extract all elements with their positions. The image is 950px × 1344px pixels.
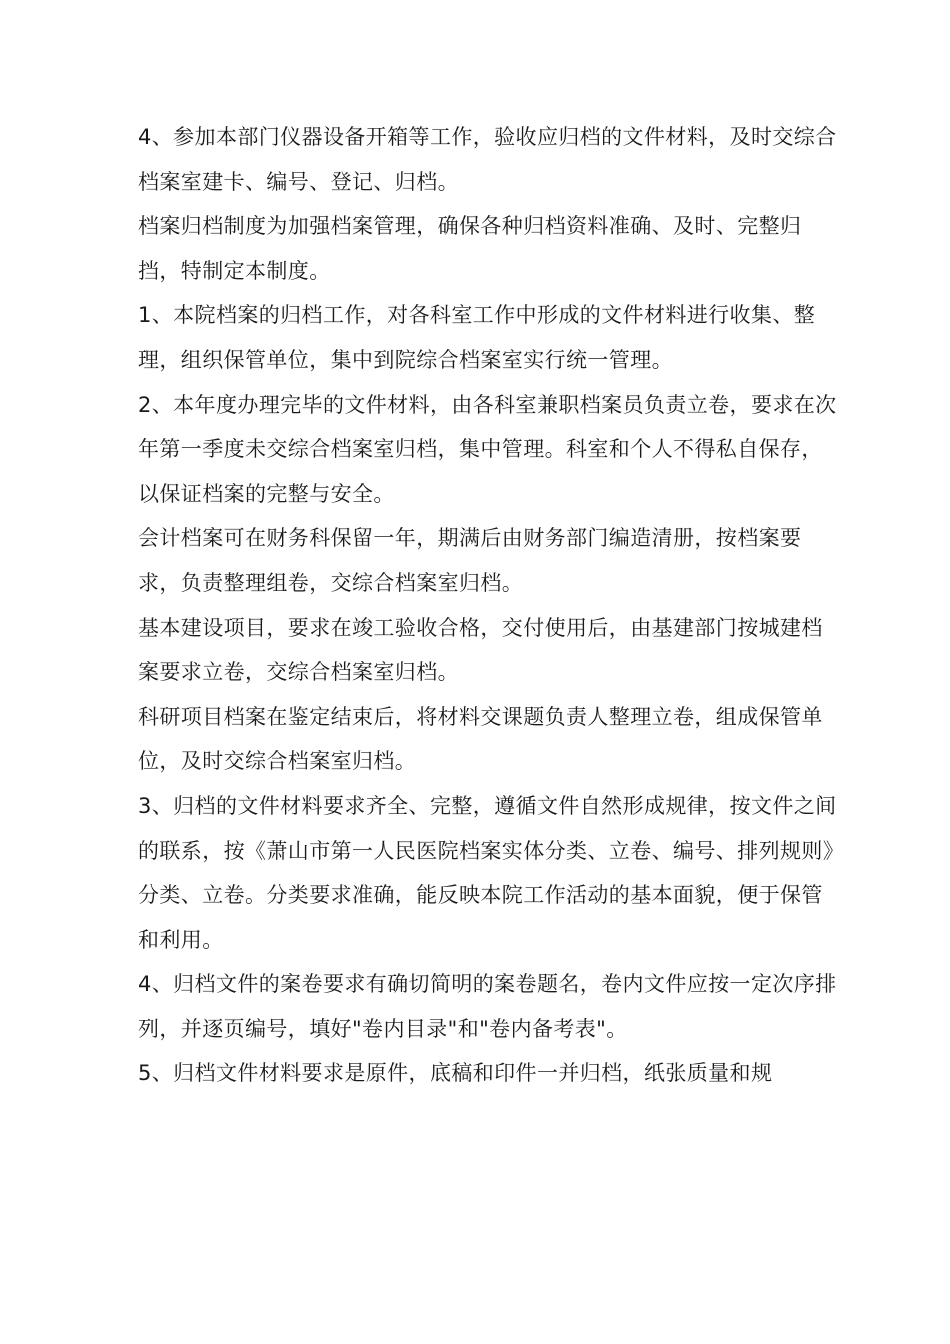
paragraph-item-3: 3、归档的文件材料要求齐全、完整，遵循文件自然形成规律，按文件之间的联系，按《萧山市第一人民医院档案实体分类、立卷、编号、排列规则》分类、立卷。分类要求准确，能反映本院工作活动的基本面貌，便于保管和利用。 [138, 793, 837, 952]
paragraph-item-2: 2、本年度办理完毕的文件材料，由各科室兼职档案员负责立卷，要求在次年第一季度未交综合档案室归档，集中管理。科室和个人不得私自保存，以保证档案的完整与安全。 [138, 392, 837, 506]
paragraph-research-projects: 科研项目档案在鉴定结束后，将材料交课题负责人整理立卷，组成保管单位，及时交综合档案室归档。 [138, 704, 823, 774]
paragraph-item-5: 5、归档文件材料要求是原件，底稿和印件一并归档，纸张质量和规 [138, 1061, 773, 1086]
paragraph-item-1: 1、本院档案的归档工作，对各科室工作中形成的文件材料进行收集、整理，组织保管单位，集中到院综合档案室实行统一管理。 [138, 303, 816, 372]
paragraph-accounting-archives: 会计档案可在财务科保留一年，期满后由财务部门编造清册，按档案要求，负责整理组卷，交综合档案室归档。 [138, 526, 802, 595]
document-body [138, 115, 838, 1096]
paragraph-construction-projects: 基本建设项目，要求在竣工验收合格，交付使用后，由基建部门按城建档案要求立卷，交综合档案室归档。 [138, 615, 823, 685]
paragraph-item-4-equipment: 4、参加本部门仪器设备开箱等工作，验收应归档的文件材料，及时交综合档案室建卡、编号、登记、归档。 [138, 125, 837, 194]
paragraph-item-4-volumes: 4、归档文件的案卷要求有确切简明的案卷题名，卷内文件应按一定次序排列，并逐页编号，填好"卷内目录"和"卷内备考表"。 [138, 972, 837, 1041]
paragraph-archive-system-intro: 档案归档制度为加强档案管理，确保各种归档资料准确、及时、完整归挡，特制定本制度。 [138, 214, 802, 283]
